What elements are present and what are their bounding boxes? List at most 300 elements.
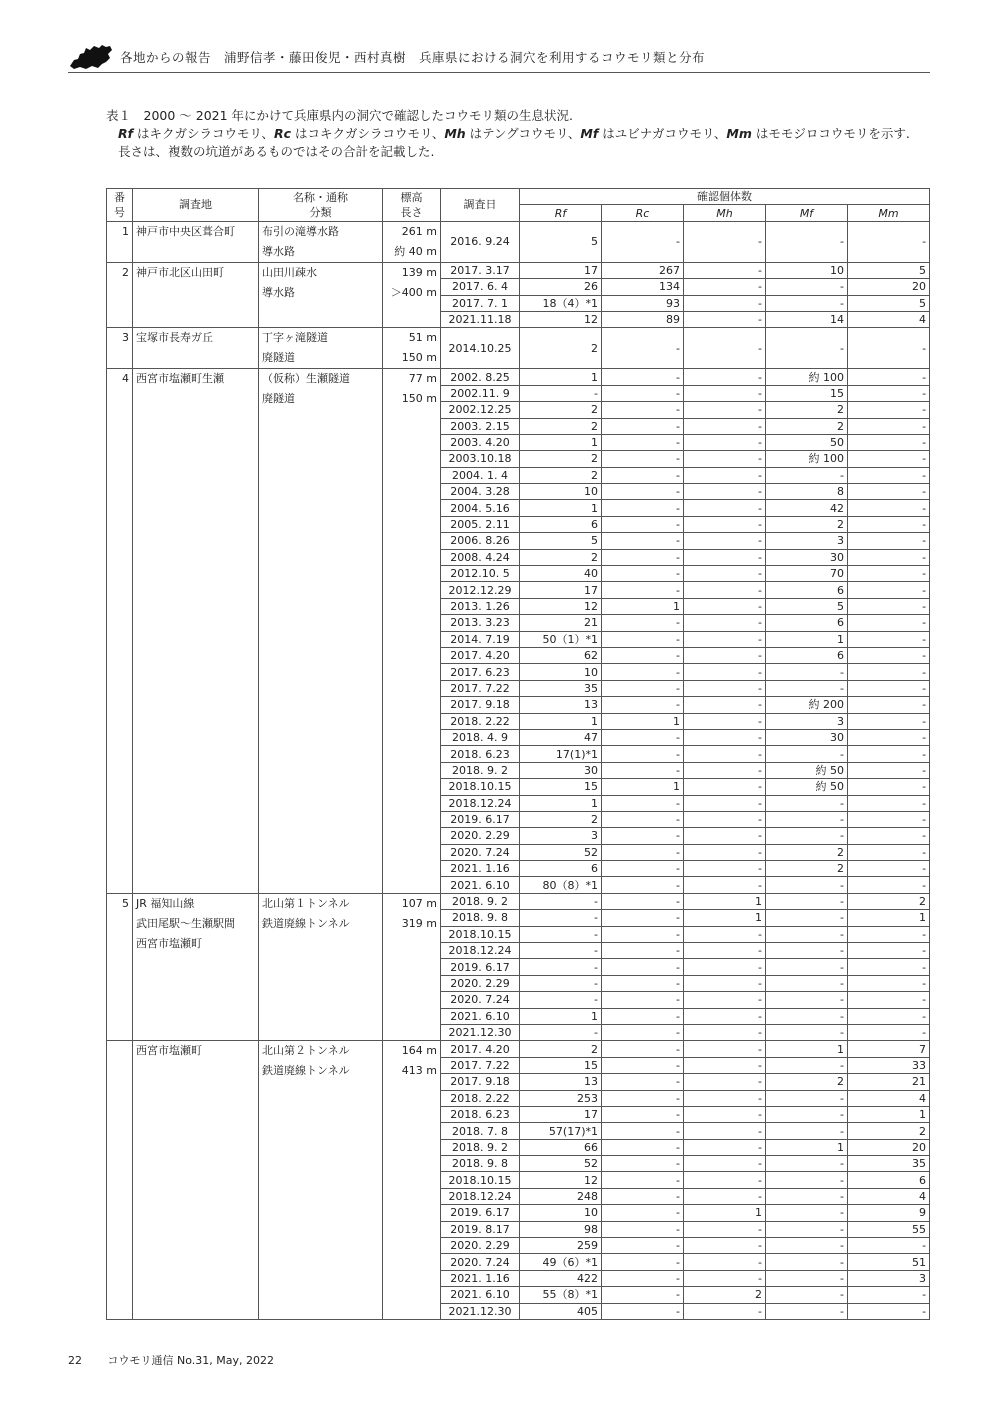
count-mf: -	[766, 1270, 848, 1286]
count-mm: 21	[848, 1074, 930, 1090]
count-rf: 13	[520, 697, 602, 713]
count-mm: 55	[848, 1221, 930, 1237]
count-rf: 10	[520, 664, 602, 680]
count-mm: -	[848, 1303, 930, 1319]
count-mf: 42	[766, 500, 848, 516]
count-rf: -	[520, 959, 602, 975]
count-mh: -	[684, 943, 766, 959]
survey-date: 2020. 2.29	[441, 975, 520, 991]
count-mh: 1	[684, 893, 766, 909]
site-elevation-line: 139 m	[401, 265, 437, 279]
count-mm: -	[848, 402, 930, 418]
count-mf: 約 200	[766, 697, 848, 713]
count-mf: 2	[766, 402, 848, 418]
count-mf: 6	[766, 615, 848, 631]
site-name	[259, 369, 383, 894]
count-mf: 30	[766, 729, 848, 745]
count-mm: -	[848, 779, 930, 795]
survey-date: 2020. 7.24	[441, 992, 520, 1008]
count-rc: 1	[602, 713, 684, 729]
count-mm: -	[848, 713, 930, 729]
count-mh: -	[684, 402, 766, 418]
count-rc: -	[602, 844, 684, 860]
count-mh: -	[684, 975, 766, 991]
caption-text: はコキクガシラコウモリ、	[290, 126, 445, 141]
count-rf: -	[520, 975, 602, 991]
survey-date: 2005. 2.11	[441, 516, 520, 532]
count-rf: 17(1)*1	[520, 746, 602, 762]
table-row	[107, 262, 930, 278]
count-mf: 10	[766, 262, 848, 278]
site-name	[259, 262, 383, 328]
count-mm: 1	[848, 1106, 930, 1122]
count-rc: 267	[602, 262, 684, 278]
count-mf: 15	[766, 385, 848, 401]
count-mh: -	[684, 729, 766, 745]
count-rc: -	[602, 451, 684, 467]
count-mm: -	[848, 328, 930, 369]
site-name-line: 北山第２トンネル	[262, 1044, 350, 1058]
survey-date: 2017. 6.23	[441, 664, 520, 680]
survey-date: 2018.10.15	[441, 1172, 520, 1188]
site-number: 4	[107, 369, 133, 894]
count-mf: 約 100	[766, 451, 848, 467]
count-mm: 4	[848, 1188, 930, 1204]
count-mf: -	[766, 943, 848, 959]
count-mm: -	[848, 533, 930, 549]
count-mm: -	[848, 762, 930, 778]
count-rf: 253	[520, 1090, 602, 1106]
count-mm: -	[848, 680, 930, 696]
count-mh: -	[684, 1024, 766, 1040]
count-rf: 21	[520, 615, 602, 631]
count-rc: -	[602, 1106, 684, 1122]
site-elevation-line: 77 m	[408, 372, 437, 386]
site-elevation-line: 約 40 m	[394, 244, 437, 258]
count-rc: -	[602, 1156, 684, 1172]
count-rc: -	[602, 1090, 684, 1106]
count-rf: 2	[520, 467, 602, 483]
count-mm: -	[848, 615, 930, 631]
count-rf: 13	[520, 1074, 602, 1090]
survey-date: 2006. 8.26	[441, 533, 520, 549]
count-mf: 1	[766, 1139, 848, 1155]
count-mm: 3	[848, 1270, 930, 1286]
count-mm: -	[848, 992, 930, 1008]
site-elevation-line: 150 m	[401, 351, 437, 365]
count-mm: -	[848, 746, 930, 762]
caption-text: はキクガシラコウモリ、	[133, 126, 274, 141]
count-mm: 2	[848, 893, 930, 909]
site-name-line: 導水路	[262, 285, 295, 299]
caption-text: はテングコウモリ、	[465, 126, 581, 141]
count-mh: -	[684, 1188, 766, 1204]
count-rf: 12	[520, 311, 602, 327]
count-mm: 33	[848, 1057, 930, 1073]
count-mm: -	[848, 664, 930, 680]
caption-species-code: Mm	[726, 126, 752, 141]
survey-date: 2014. 7.19	[441, 631, 520, 647]
col-header-count: 確認個体数	[520, 189, 930, 205]
count-rc: -	[602, 746, 684, 762]
survey-date: 2008. 4.24	[441, 549, 520, 565]
count-rf: 2	[520, 418, 602, 434]
count-rf: -	[520, 385, 602, 401]
site-name-line: 山田川疎水	[262, 265, 317, 279]
survey-date: 2018.12.24	[441, 1188, 520, 1204]
count-mm: 1	[848, 910, 930, 926]
site-location	[133, 1041, 259, 1320]
count-rf: 17	[520, 1106, 602, 1122]
count-rc: -	[602, 615, 684, 631]
count-mh: -	[684, 713, 766, 729]
count-mf: 2	[766, 861, 848, 877]
site-name-line: 北山第１トンネル	[262, 896, 350, 910]
count-mf: -	[766, 295, 848, 311]
survey-date: 2021. 1.16	[441, 1270, 520, 1286]
count-rc: -	[602, 549, 684, 565]
count-mh: -	[684, 434, 766, 450]
count-rc: -	[602, 762, 684, 778]
running-header	[68, 42, 930, 73]
count-mh: -	[684, 549, 766, 565]
count-mf: 6	[766, 647, 848, 663]
count-mh: -	[684, 828, 766, 844]
count-rc: -	[602, 418, 684, 434]
count-mf: -	[766, 1303, 848, 1319]
count-rf: 40	[520, 566, 602, 582]
survey-date: 2004. 3.28	[441, 484, 520, 500]
survey-date: 2020. 7.24	[441, 1254, 520, 1270]
count-rc: -	[602, 975, 684, 991]
count-mf: 2	[766, 1074, 848, 1090]
count-mm: -	[848, 451, 930, 467]
col-header-mh: Mh	[684, 205, 766, 221]
count-rf: 47	[520, 729, 602, 745]
col-header-mf: Mf	[766, 205, 848, 221]
count-mm: 4	[848, 1090, 930, 1106]
count-rc: -	[602, 1024, 684, 1040]
table-row	[107, 1041, 930, 1057]
survey-date: 2020. 2.29	[441, 1238, 520, 1254]
count-rc: -	[602, 1238, 684, 1254]
count-mm: -	[848, 566, 930, 582]
count-mm: -	[848, 598, 930, 614]
count-rc: -	[602, 680, 684, 696]
header-text: 各地からの報告 浦野信孝・藤田俊児・西村真樹 兵庫県における洞穴を利用するコウモリ類と分布	[120, 50, 706, 65]
count-rc: 89	[602, 311, 684, 327]
survey-date: 2018. 9. 2	[441, 1139, 520, 1155]
site-elevation-line: 319 m	[401, 916, 437, 930]
count-mf: 6	[766, 582, 848, 598]
survey-date: 2018. 6.23	[441, 746, 520, 762]
site-name-line: 鉄道廃線トンネル	[262, 1064, 350, 1078]
count-mf: 1	[766, 1041, 848, 1057]
survey-date: 2020. 7.24	[441, 844, 520, 860]
count-mm: -	[848, 877, 930, 893]
caption-line-1: 表１ 2000 〜 2021 年にかけて兵庫県内の洞穴で確認したコウモリ類の生息状況.	[106, 108, 574, 123]
count-mm: -	[848, 418, 930, 434]
count-mh: -	[684, 582, 766, 598]
count-mm: 9	[848, 1205, 930, 1221]
count-mh: -	[684, 533, 766, 549]
table-row	[107, 369, 930, 385]
count-rf: -	[520, 943, 602, 959]
survey-date: 2018.10.15	[441, 926, 520, 942]
count-mh: -	[684, 631, 766, 647]
count-mf: -	[766, 328, 848, 369]
survey-date: 2018. 9. 8	[441, 1156, 520, 1172]
survey-date: 2014.10.25	[441, 328, 520, 369]
count-mh: -	[684, 877, 766, 893]
count-mf: 約 100	[766, 369, 848, 385]
count-mm: -	[848, 1024, 930, 1040]
col-header-name: 名称・通称 分類	[259, 189, 383, 222]
count-rf: 49（6）*1	[520, 1254, 602, 1270]
count-mm: 51	[848, 1254, 930, 1270]
count-rf: -	[520, 910, 602, 926]
count-mf: 約 50	[766, 779, 848, 795]
count-rc: -	[602, 500, 684, 516]
count-mh: -	[684, 647, 766, 663]
count-mh: -	[684, 1090, 766, 1106]
count-mm: -	[848, 516, 930, 532]
survey-date: 2018. 2.22	[441, 713, 520, 729]
count-mh: -	[684, 500, 766, 516]
bat-survey-table	[106, 188, 930, 1320]
count-mm: 6	[848, 1172, 930, 1188]
count-rf: 15	[520, 1057, 602, 1073]
site-number: 2	[107, 262, 133, 328]
count-mf: -	[766, 910, 848, 926]
survey-date: 2017. 9.18	[441, 1074, 520, 1090]
count-rf: 1	[520, 1008, 602, 1024]
count-rc: -	[602, 582, 684, 598]
count-rf: 5	[520, 533, 602, 549]
count-mm: -	[848, 434, 930, 450]
count-mh: -	[684, 779, 766, 795]
count-rf: 1	[520, 500, 602, 516]
col-header-rf: Rf	[520, 205, 602, 221]
survey-date: 2021. 6.10	[441, 1287, 520, 1303]
count-mf: -	[766, 221, 848, 262]
site-number: 3	[107, 328, 133, 369]
survey-date: 2004. 1. 4	[441, 467, 520, 483]
count-rc: -	[602, 910, 684, 926]
count-mf: 50	[766, 434, 848, 450]
count-mf: -	[766, 1106, 848, 1122]
count-rf: 1	[520, 369, 602, 385]
count-mh: -	[684, 598, 766, 614]
count-rc: -	[602, 631, 684, 647]
count-mf: 2	[766, 418, 848, 434]
survey-date: 2018. 7. 8	[441, 1123, 520, 1139]
caption-line-3: 長さは、複数の坑道があるものではその合計を記載した.	[118, 144, 435, 159]
count-mh: -	[684, 566, 766, 582]
site-location	[133, 369, 259, 894]
count-mf: -	[766, 1123, 848, 1139]
count-mf: -	[766, 1287, 848, 1303]
count-mm: -	[848, 697, 930, 713]
count-mf: -	[766, 1221, 848, 1237]
count-rf: 35	[520, 680, 602, 696]
count-rc: -	[602, 1008, 684, 1024]
count-mf: -	[766, 926, 848, 942]
count-rf: 30	[520, 762, 602, 778]
caption-text: はモモジロコウモリを示す.	[751, 126, 910, 141]
count-rf: 12	[520, 598, 602, 614]
count-rf: 50（1）*1	[520, 631, 602, 647]
count-mh: -	[684, 1041, 766, 1057]
count-mm: -	[848, 828, 930, 844]
count-mf: 70	[766, 566, 848, 582]
site-location	[133, 893, 259, 1041]
site-number	[107, 1041, 133, 1320]
site-elevation	[383, 262, 441, 328]
site-elevation-line: 413 m	[401, 1064, 437, 1078]
count-rc: -	[602, 467, 684, 483]
count-mm: -	[848, 484, 930, 500]
count-rf: 248	[520, 1188, 602, 1204]
count-mm: -	[848, 795, 930, 811]
page-number: 22	[68, 1354, 82, 1367]
count-mm: -	[848, 959, 930, 975]
survey-date: 2016. 9.24	[441, 221, 520, 262]
count-rf: 52	[520, 1156, 602, 1172]
count-rf: 80（8）*1	[520, 877, 602, 893]
count-rf: 98	[520, 1221, 602, 1237]
survey-date: 2002.11. 9	[441, 385, 520, 401]
survey-date: 2021. 6.10	[441, 877, 520, 893]
count-rc: -	[602, 877, 684, 893]
count-mf: 3	[766, 713, 848, 729]
count-mf: 2	[766, 516, 848, 532]
count-rc: -	[602, 1205, 684, 1221]
col-header-site: 調査地	[133, 189, 259, 222]
count-mf: 約 50	[766, 762, 848, 778]
count-rf: 26	[520, 279, 602, 295]
site-elevation	[383, 1041, 441, 1320]
count-rf: 52	[520, 844, 602, 860]
count-rc: -	[602, 328, 684, 369]
site-elevation	[383, 893, 441, 1041]
count-mh: -	[684, 1106, 766, 1122]
count-rc: 93	[602, 295, 684, 311]
site-name-line: 布引の滝導水路	[262, 224, 339, 238]
site-name-line: 丁字ヶ滝隧道	[262, 331, 328, 345]
count-mh: -	[684, 516, 766, 532]
survey-date: 2017. 6. 4	[441, 279, 520, 295]
survey-date: 2018.12.24	[441, 795, 520, 811]
count-rc: -	[602, 943, 684, 959]
count-rf: 405	[520, 1303, 602, 1319]
count-mf: 8	[766, 484, 848, 500]
count-mh: -	[684, 811, 766, 827]
site-elevation	[383, 369, 441, 894]
count-rc: -	[602, 828, 684, 844]
site-name-line: 鉄道廃線トンネル	[262, 916, 350, 930]
count-rc: -	[602, 926, 684, 942]
survey-date: 2019. 8.17	[441, 1221, 520, 1237]
survey-date: 2018.10.15	[441, 779, 520, 795]
count-mf: -	[766, 893, 848, 909]
count-mf: -	[766, 1254, 848, 1270]
survey-date: 2013. 3.23	[441, 615, 520, 631]
count-rc: -	[602, 795, 684, 811]
count-mh: -	[684, 664, 766, 680]
survey-date: 2012.10. 5	[441, 566, 520, 582]
count-rc: -	[602, 1139, 684, 1155]
count-rc: -	[602, 566, 684, 582]
count-mm: -	[848, 1008, 930, 1024]
count-rc: -	[602, 664, 684, 680]
count-rf: 10	[520, 484, 602, 500]
page-footer	[68, 1352, 296, 1368]
count-mf: -	[766, 279, 848, 295]
site-name	[259, 221, 383, 262]
count-rc: -	[602, 1057, 684, 1073]
count-mh: -	[684, 484, 766, 500]
count-rf: 1	[520, 713, 602, 729]
site-name-line: 廃隧道	[262, 351, 295, 365]
count-rc: -	[602, 484, 684, 500]
survey-date: 2003. 2.15	[441, 418, 520, 434]
count-rf: -	[520, 893, 602, 909]
count-mf: -	[766, 1188, 848, 1204]
count-rc: -	[602, 729, 684, 745]
count-mh: -	[684, 762, 766, 778]
count-mh: -	[684, 795, 766, 811]
count-mf: -	[766, 746, 848, 762]
count-rc: -	[602, 402, 684, 418]
count-rf: 55（8）*1	[520, 1287, 602, 1303]
count-rf: 62	[520, 647, 602, 663]
count-rf: 2	[520, 451, 602, 467]
count-rf: 259	[520, 1238, 602, 1254]
count-rc: -	[602, 1254, 684, 1270]
site-location	[133, 328, 259, 369]
count-rc: -	[602, 1188, 684, 1204]
count-mf: -	[766, 992, 848, 1008]
count-rf: 18（4）*1	[520, 295, 602, 311]
survey-date: 2018. 9. 2	[441, 893, 520, 909]
count-rc: -	[602, 1074, 684, 1090]
count-rf: 6	[520, 516, 602, 532]
count-mh: -	[684, 1254, 766, 1270]
count-mh: 2	[684, 1287, 766, 1303]
count-mm: -	[848, 500, 930, 516]
count-mf: -	[766, 467, 848, 483]
table-row	[107, 328, 930, 369]
count-mf: 30	[766, 549, 848, 565]
count-rc: -	[602, 893, 684, 909]
count-rf: -	[520, 992, 602, 1008]
count-mh: -	[684, 311, 766, 327]
survey-date: 2017. 9.18	[441, 697, 520, 713]
caption-text: はユビナガコウモリ、	[598, 126, 727, 141]
caption-species-code: Mh	[444, 126, 466, 141]
count-mh: -	[684, 1139, 766, 1155]
count-rf: 15	[520, 779, 602, 795]
count-mm: -	[848, 647, 930, 663]
survey-date: 2019. 6.17	[441, 811, 520, 827]
count-rc: -	[602, 959, 684, 975]
hyogo-map-icon	[68, 44, 114, 70]
site-elevation-line: 107 m	[401, 896, 437, 910]
count-rc: 1	[602, 598, 684, 614]
count-mh: -	[684, 328, 766, 369]
count-rc: 134	[602, 279, 684, 295]
